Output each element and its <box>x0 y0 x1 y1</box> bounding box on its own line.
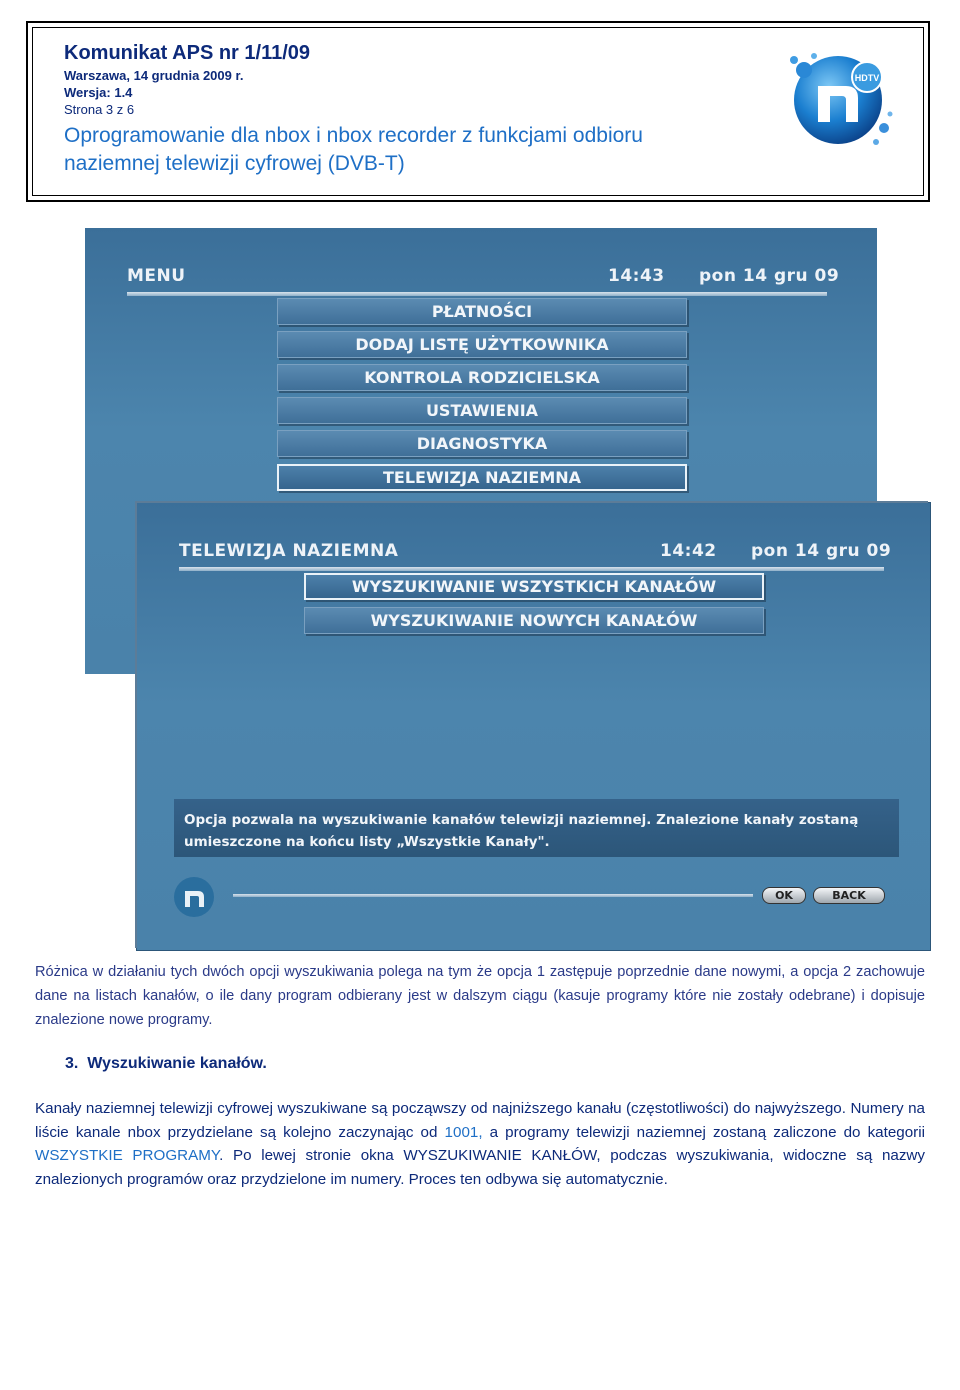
nbox-logo-small <box>171 874 217 920</box>
menu-item-diagnostyka[interactable]: DIAGNOSTYKA <box>277 430 687 457</box>
back-button[interactable]: BACK <box>813 887 885 904</box>
help-info-line-1: Opcja pozwala na wyszukiwanie kanałów telewizji naziemnej. Znalezione kanały zostaną <box>184 812 859 828</box>
screen-date: pon 14 gru 09 <box>751 541 892 561</box>
menu-item-telewizja-naziemna[interactable]: TELEWIZJA NAZIEMNA <box>277 464 687 491</box>
screen-time: 14:42 <box>660 541 717 561</box>
tv-screen-terrestrial-tv <box>137 503 930 950</box>
start-number-highlight: 1001, <box>444 1123 483 1141</box>
subtitle-line-1: Oprogramowanie dla nbox i nbox recorder z funkcjami odbioru <box>64 124 643 147</box>
menu-item-wyszukiwanie-nowych[interactable]: WYSZUKIWANIE NOWYCH KANAŁÓW <box>304 607 764 634</box>
document-title: Komunikat APS nr 1/11/09 <box>64 42 311 64</box>
header-divider <box>127 292 827 296</box>
document-date: Warszawa, 14 grudnia 2009 r. <box>64 68 244 83</box>
screen-title: TELEWIZJA NAZIEMNA <box>179 541 399 561</box>
menu-item-platnosci[interactable]: PŁATNOŚCI <box>277 298 687 325</box>
footer-divider <box>233 894 753 897</box>
hdtv-badge-text: HDTV <box>854 73 880 83</box>
paragraph-difference: Różnica w działaniu tych dwóch opcji wyszukiwania polega na tym że opcja 1 zastępuje poprzednie dane nowymi, a opcja 2 zachowuje dane na listach kanałów, o ile dany program odbierany jest w dalszym ciągu (kasuje programy które nie zostały odebrane) i dopisuje znalezione nowe programy. <box>35 964 925 1028</box>
menu-item-ustawienia[interactable]: USTAWIENIA <box>277 397 687 424</box>
document-version: Wersja: 1.4 <box>64 85 133 100</box>
section-heading <box>65 1055 267 1073</box>
screen-title: MENU <box>127 266 186 286</box>
screen-date: pon 14 gru 09 <box>699 266 840 286</box>
nbox-hdtv-logo <box>766 30 896 160</box>
section-number: 3. <box>65 1055 79 1072</box>
screen-time: 14:43 <box>608 266 665 286</box>
help-info-line-2: umieszczone na końcu listy „Wszystkie Kanały". <box>184 834 550 850</box>
header-divider <box>179 567 884 571</box>
section-title: Wyszukiwanie kanałów. <box>87 1055 267 1072</box>
paragraph-channel-search <box>35 1097 925 1191</box>
page-number: Strona 3 z 6 <box>64 102 135 117</box>
subtitle-line-2: naziemnej telewizji cyfrowej (DVB-T) <box>64 152 405 175</box>
para2-part-a: Kanały naziemnej telewizji cyfrowej wyszukiwane są począwszy od najniższego kanału (częstotliwości) do najwyższego. Numery na liście kanale nbox przydzielane są kolejno zaczynając od <box>35 1100 925 1141</box>
category-highlight: WSZYSTKIE PROGRAMY <box>35 1147 220 1164</box>
para2-part-c: . Po lewej stronie okna WYSZUKIWANIE KANŁÓW, podczas wyszukiwania, widoczne są nazwy znalezionych programów oraz przydzielone im numery. Proces ten odbywa się automatycznie. <box>35 1147 925 1188</box>
ok-button[interactable]: OK <box>762 887 806 904</box>
para2-part-b: a programy telewizji naziemnej zostaną zaliczone do kategorii <box>482 1123 925 1141</box>
menu-item-kontrola-rodzicielska[interactable]: KONTROLA RODZICIELSKA <box>277 364 687 391</box>
help-info-box <box>174 799 899 857</box>
menu-item-wyszukiwanie-wszystkich[interactable]: WYSZUKIWANIE WSZYSTKICH KANAŁÓW <box>304 573 764 600</box>
document-subtitle <box>64 122 764 178</box>
menu-item-dodaj-liste[interactable]: DODAJ LISTĘ UŻYTKOWNIKA <box>277 331 687 358</box>
